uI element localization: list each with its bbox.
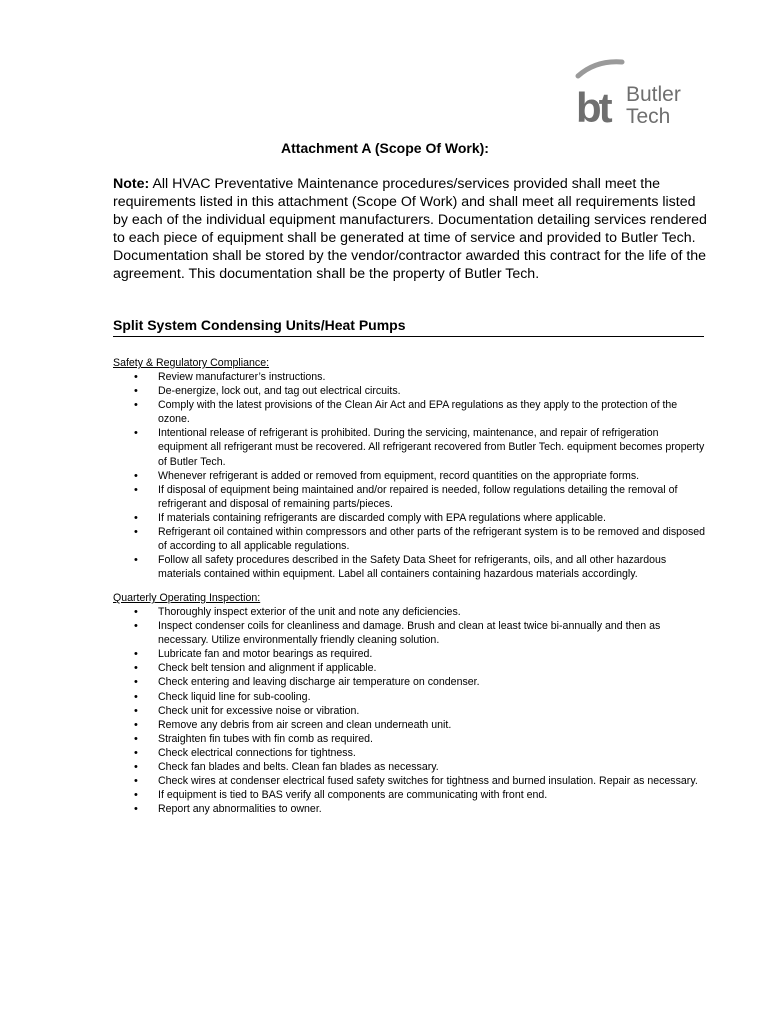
note-paragraph	[113, 175, 713, 283]
list-item: • Check belt tension and alignment if applicable.	[113, 661, 708, 675]
logo-graphic	[574, 58, 694, 130]
butler-tech-logo	[574, 58, 694, 130]
safety-heading: Safety & Regulatory Compliance:	[113, 357, 270, 369]
list-item: • De-energize, lock out, and tag out electrical circuits.	[113, 384, 708, 398]
list-item: • Comply with the latest provisions of the Clean Air Act and EPA regulations as they apply to the protection of the ozone.	[113, 398, 708, 426]
list-item: • Check electrical connections for tightness.	[113, 746, 708, 760]
note-label: Note:	[113, 176, 150, 192]
logo-text-tech: Tech	[626, 105, 671, 128]
list-item: • Check liquid line for sub-cooling.	[113, 690, 708, 704]
logo-mark: bt	[576, 84, 610, 130]
list-item: • Lubricate fan and motor bearings as required.	[113, 647, 708, 661]
list-item: • Review manufacturer’s instructions.	[113, 370, 708, 384]
list-item: • Check unit for excessive noise or vibration.	[113, 704, 708, 718]
list-item: • Check entering and leaving discharge air temperature on condenser.	[113, 675, 708, 689]
list-item: • Refrigerant oil contained within compressors and other parts of the refrigerant system is to be removed and disposed of according to all applicable regulations.	[113, 525, 708, 553]
quarterly-heading: Quarterly Operating Inspection:	[113, 592, 261, 604]
list-item: • If materials containing refrigerants are discarded comply with EPA regulations where applicable.	[113, 511, 708, 525]
logo-text-butler: Butler	[626, 83, 681, 106]
list-item: • Intentional release of refrigerant is prohibited. During the servicing, maintenance, and repair of refrigeration equipment all refrigerant must be recovered. All refrigerant recovered from Butler Tech. equipment becomes property of Butler Tech.	[113, 426, 708, 468]
safety-list	[113, 370, 708, 581]
list-item: • Straighten fin tubes with fin comb as required.	[113, 732, 708, 746]
list-item: • If equipment is tied to BAS verify all components are communicating with front end.	[113, 788, 708, 802]
safety-section	[113, 356, 708, 581]
list-item: • Inspect condenser coils for cleanliness and damage. Brush and clean at least twice bi-annually and then as necessary. Utilize environmentally friendly cleaning solution.	[113, 619, 708, 647]
list-item: • Remove any debris from air screen and clean underneath unit.	[113, 718, 708, 732]
list-item: • Check wires at condenser electrical fused safety switches for tightness and burned insulation. Repair as necessary.	[113, 774, 708, 788]
list-item: • Check fan blades and belts. Clean fan blades as necessary.	[113, 760, 708, 774]
list-item: • If disposal of equipment being maintained and/or repaired is needed, follow regulations detailing the removal of refrigerant and disposal of remaining parts/pieces.	[113, 483, 708, 511]
list-item: • Whenever refrigerant is added or removed from equipment, record quantities on the appropriate forms.	[113, 469, 708, 483]
quarterly-list	[113, 605, 708, 816]
page-title: Attachment A (Scope Of Work):	[281, 140, 489, 156]
list-item: • Report any abnormalities to owner.	[113, 802, 708, 816]
quarterly-section	[113, 591, 708, 816]
section-title: Split System Condensing Units/Heat Pumps	[113, 317, 704, 337]
list-item: • Follow all safety procedures described in the Safety Data Sheet for refrigerants, oils, and all other hazardous materials contained within equipment. Label all containers containing hazardous materials accordingly.	[113, 553, 708, 581]
note-text: All HVAC Preventative Maintenance procedures/services provided shall meet the requirements listed in this attachment (Scope Of Work) and shall meet all requirements listed by each of the individual equipment manufacturers. Documentation detailing services rendered to each piece of equipment shall be generated at time of service and provided to Butler Tech. Documentation shall be stored by the vendor/contractor awarded this contract for the life of the agreement. This documentation shall be the property of Butler Tech.	[113, 176, 707, 282]
list-item: • Thoroughly inspect exterior of the unit and note any deficiencies.	[113, 605, 708, 619]
